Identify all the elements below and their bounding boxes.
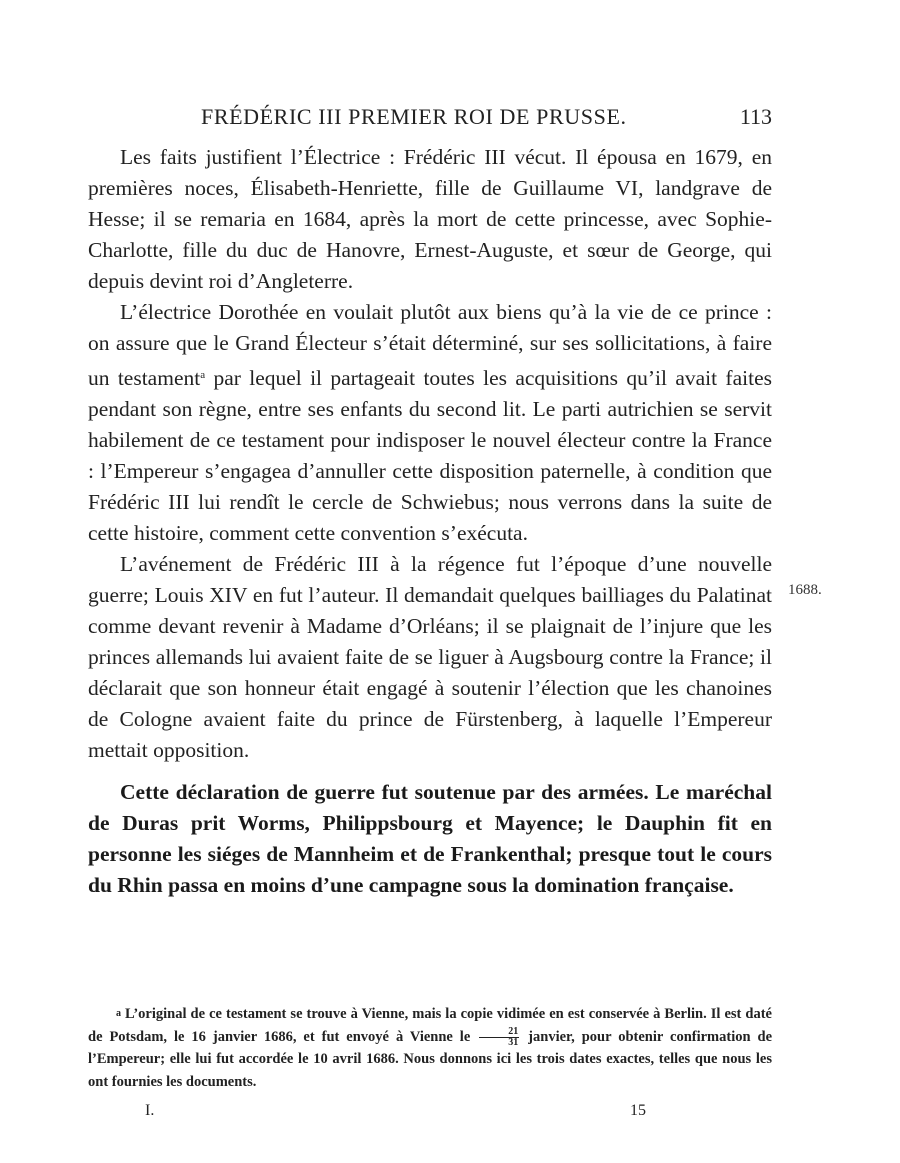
paragraph-2-text-before-marker: L’électrice Dorothée en voulait plutôt aux biens qu’à la vie de ce prince : on assure que le Grand Électeur s’était déterminé, sur ses sollicitations, à faire un testament <box>88 300 772 391</box>
footnote-reference-marker: a <box>200 369 206 381</box>
running-head <box>88 104 772 138</box>
footnote-letter: a <box>116 1008 121 1019</box>
page-number: 113 <box>739 104 772 129</box>
paragraph-4: Cette déclaration de guerre fut soutenue par des armées. Le maréchal de Duras prit Worms, Philippsbourg et Mayence; le Dauphin fit en personne les siéges de Mannheim et de Frankenthal; presque tout le cours du Rhin passa en moins d’une campagne sous la domination française. <box>88 780 772 898</box>
fraction-numerator: 21 <box>479 1027 519 1038</box>
running-title: FRÉDÉRIC III PREMIER ROI DE PRUSSE. <box>201 104 627 129</box>
paragraph-3: L’avénement de Frédéric III à la régence fut l’époque d’une nouvelle guerre; Louis XIV en fut l’auteur. Il demandait quelques bailliages du Palatinat comme devant revenir à Madame d’Orléans; il se plaignait de l’injure que les princes allemands lui avaient faite de se liguer à Augsbourg contre la France; il déclarait que son honneur était engagé à soutenir l’élection que les chanoines de Cologne avaient faite du prince de Fürstenberg, à laquelle l’Empereur mettait opposition. <box>88 552 772 763</box>
body-text <box>88 142 772 901</box>
fraction-denominator: 31 <box>508 1036 519 1048</box>
footnote-text-after-fraction: janvier, pour obtenir confirmation de l’Empereur; elle lui fut accordée le 10 avril 1686. Nous donnons ici les trois dates exactes, telles que nous les ont fournies les documents. <box>88 1028 773 1090</box>
paragraph-2 <box>88 297 772 549</box>
sheet-number: 15 <box>630 1102 646 1119</box>
date-fraction <box>479 1027 519 1048</box>
paragraph-2-text-after-marker: par lequel il partageait toutes les acquisitions qu’il avait faites pendant son règne, entre ses enfants du second lit. Le parti autrichien se servit habilement de ce testament pour indisposer le nouvel électeur contre la France : l’Empereur s’engagea d’annuller cette disposition paternelle, à condition que Frédéric III lui rendît le cercle de Schwiebus; nous verrons dans la suite de cette histoire, comment cette convention s’exécuta. <box>88 366 772 546</box>
signature-mark: I. <box>145 1102 155 1119</box>
footnote-a <box>88 1003 772 1093</box>
margin-year-note: 1688. <box>788 582 822 598</box>
footnotes <box>88 1003 772 1093</box>
paragraph-1: Les faits justifient l’Électrice : Frédéric III vécut. Il épousa en 1679, en premières noces, Élisabeth-Henriette, fille de Guillaume VI, landgrave de Hesse; il se remaria en 1684, après la mort de cette princesse, avec Sophie-Charlotte, fille du duc de Hanovre, Ernest-Auguste, et sœur de George, qui depuis devint roi d’Angleterre. <box>88 145 772 293</box>
footnote-text-before-fraction: L’original de ce testament se trouve à Vienne, mais la copie vidimée en est conservée à Berlin. Il est daté de Potsdam, le 16 janvier 1686, et fut envoyé à Vienne le <box>88 1006 772 1045</box>
